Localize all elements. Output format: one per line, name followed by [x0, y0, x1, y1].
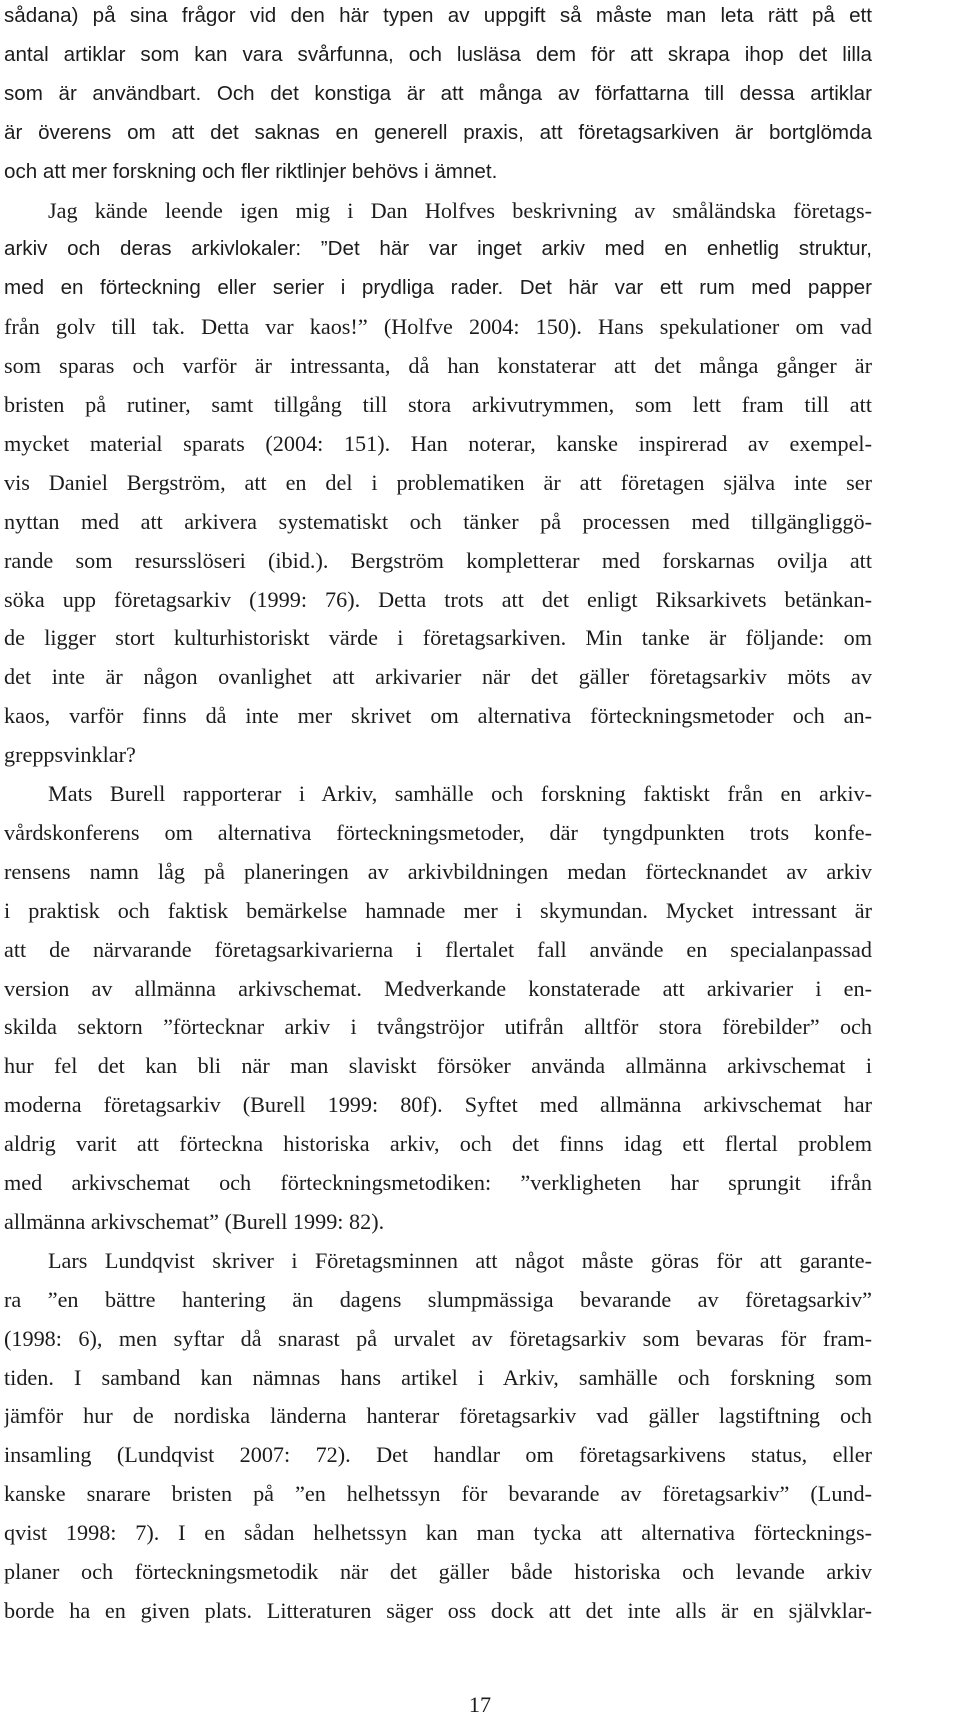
- text-line: söka upp företagsarkiv (1999: 76). Detta trots att det enligt Riksarkivets betänkan-: [4, 586, 872, 612]
- text-line: Mats Burell rapporterar i Arkiv, samhälle och forskning faktiskt från en arkiv-: [48, 781, 872, 806]
- text-line: hur fel det kan bli när man slaviskt försöker använda allmänna arkivschemat i: [4, 1053, 872, 1079]
- text-line: som är användbart. Och det konstiga är att många av författarna till dessa artiklar: [4, 81, 872, 105]
- text-line: i praktisk och faktisk bemärkelse hamnade mer i skymundan. Mycket intressant är: [4, 897, 872, 923]
- text-line: rande som resursslöseri (ibid.). Bergström kompletterar med forskarnas ovilja att: [4, 547, 872, 573]
- text-line: aldrig varit att förteckna historiska arkiv, och det finns idag ett flertal problem: [4, 1131, 872, 1157]
- text-line: greppsvinklar?: [4, 742, 136, 768]
- text-line: med arkivschemat och förteckningsmetodiken: ”verkligheten har sprungit ifrån: [4, 1170, 872, 1195]
- text-line: bristen på rutiner, samt tillgång till stora arkivutrymmen, som lett fram till att: [4, 392, 872, 417]
- text-line: rensens namn låg på planeringen av arkivbildningen medan förtecknandet av arkiv: [4, 858, 872, 884]
- text-line: borde ha en given plats. Litteraturen säger oss dock att det inte alls är en självklar-: [4, 1597, 872, 1623]
- text-line: allmänna arkivschemat” (Burell 1999: 82).: [4, 1208, 385, 1234]
- text-line: jämför hur de nordiska länderna hanterar företagsarkiv vad gäller lagstiftning och: [4, 1403, 872, 1429]
- text-line: insamling (Lundqvist 2007: 72). Det handlar om företagsarkivens status, eller: [4, 1442, 872, 1468]
- text-line: qvist 1998: 7). I en sådan helhetssyn kan man tycka att alternativa förtecknings-: [4, 1520, 872, 1546]
- page-number: 17: [468, 1692, 492, 1717]
- text-line: Lars Lundqvist skriver i Företagsminnen att något måste göras för att garante-: [48, 1247, 872, 1273]
- text-line: är överens om att det saknas en generell praxis, att företagsarkiven är bortglömda: [4, 120, 872, 144]
- text-line: (1998: 6), men syftar då snarast på urvalet av företagsarkiv som bevaras för fram-: [4, 1325, 872, 1351]
- text-line: kanske snarare bristen på ”en helhetssyn för bevarande av företagsarkiv” (Lund-: [4, 1481, 872, 1507]
- text-line: kaos, varför finns då inte mer skrivet om alternativa förteckningsmetoder och an-: [4, 703, 872, 729]
- text-line: moderna företagsarkiv (Burell 1999: 80f). Syftet med allmänna arkivschemat har: [4, 1092, 872, 1118]
- text-line: tiden. I samband kan nämnas hans artikel i Arkiv, samhälle och forskning som: [4, 1364, 872, 1390]
- text-line: vis Daniel Bergström, att en del i problematiken är att företagen själva inte ser: [4, 469, 872, 495]
- text-line: att de närvarande företagsarkivarierna i flertalet fall använde en specialanpassad: [4, 936, 872, 962]
- text-line: och att mer forskning och fler riktlinjer behövs i ämnet.: [4, 159, 498, 183]
- text-line: som sparas och varför är intressanta, då han konstaterar att det många gånger är: [4, 353, 872, 379]
- text-line: det inte är någon ovanlighet att arkivarier när det gäller företagsarkiv möts av: [4, 664, 872, 690]
- text-line: sådana) på sina frågor vid den här typen av uppgift så måste man leta rätt på ett: [4, 4, 872, 27]
- text-line: mycket material sparats (2004: 151). Han noterar, kanske inspirerad av exempel-: [4, 430, 872, 456]
- text-line: skilda sektorn ”förtecknar arkiv i tvångströjor utifrån alltför stora förebilder” och: [4, 1014, 872, 1040]
- text-line: planer och förteckningsmetodik när det gäller både historiska och levande arkiv: [4, 1559, 872, 1584]
- text-line: nyttan med att arkivera systematiskt och tänker på processen med tillgängliggö-: [4, 508, 872, 534]
- text-line: Jag kände leende igen mig i Dan Holfves beskrivning av småländska företags-: [48, 197, 872, 223]
- text-line: version av allmänna arkivschemat. Medverkande konstaterade att arkivarier i en-: [4, 975, 872, 1001]
- text-line: ra ”en bättre hantering än dagens slumpmässiga bevarande av företagsarkiv”: [4, 1286, 872, 1312]
- text-line: arkiv och deras arkivlokaler: ”Det här var inget arkiv med en enhetlig struktur,: [4, 237, 872, 261]
- text-line: vårdskonferens om alternativa förteckningsmetoder, där tyngdpunkten trots konfe-: [4, 819, 872, 845]
- text-line: med en förteckning eller serier i prydliga rader. Det här var ett rum med papper: [4, 276, 872, 300]
- text-line: de ligger stort kulturhistoriskt värde i företagsarkiven. Min tanke är följande: om: [4, 625, 872, 651]
- text-line: från golv till tak. Detta var kaos!” (Holfve 2004: 150). Hans spekulationer om vad: [4, 314, 872, 340]
- text-line: antal artiklar som kan vara svårfunna, och lusläsa dem för att skrapa ihop det lilla: [4, 42, 872, 66]
